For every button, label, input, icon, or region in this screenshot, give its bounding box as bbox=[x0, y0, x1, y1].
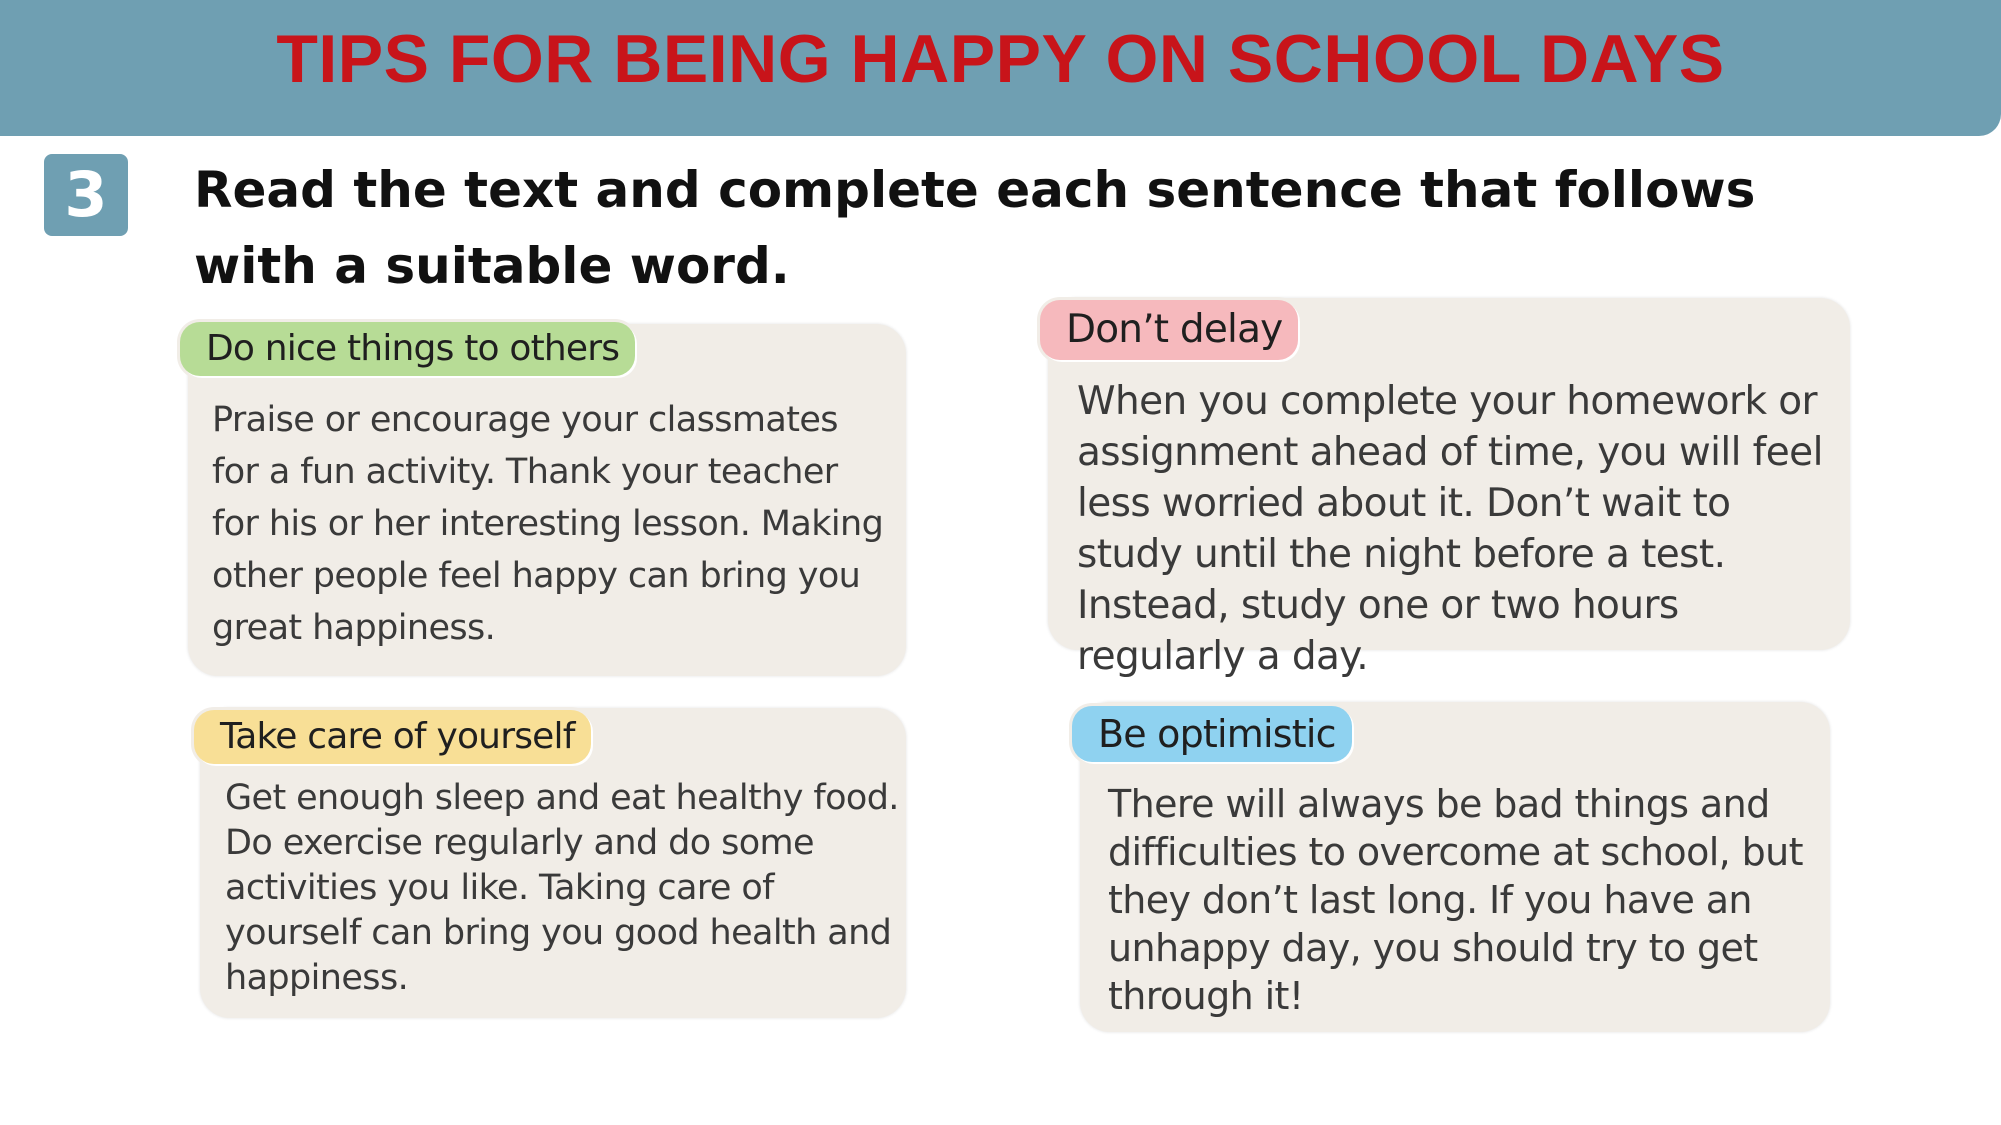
tip-heading-do-nice-things: Do nice things to others bbox=[180, 322, 635, 376]
tip-text-do-nice-things: Praise or encourage your classmates for a fun activity. Thank your teacher for his or her interesting lesson. Making other people feel happy can bring you great happiness. bbox=[212, 400, 884, 648]
page-title: TIPS FOR BEING HAPPY ON SCHOOL DAYS bbox=[276, 21, 1725, 97]
exercise-number-badge: 3 bbox=[44, 154, 128, 236]
tip-heading-take-care: Take care of yourself bbox=[194, 710, 591, 764]
tip-heading-be-optimistic: Be optimistic bbox=[1072, 706, 1352, 762]
tip-text-take-care: Get enough sleep and eat healthy food. Do exercise regularly and do some activities you like. Taking care of yourself can bring you good health and happiness. bbox=[225, 778, 899, 998]
tip-heading-dont-delay: Don’t delay bbox=[1040, 300, 1298, 360]
exercise-instruction: Read the text and complete each sentence that follows with a suitable word. bbox=[194, 161, 1756, 295]
tip-text-be-optimistic: There will always be bad things and difficulties to overcome at school, but they don’t last long. If you have an unhappy day, you should try to get through it! bbox=[1108, 782, 1803, 1018]
header-bar bbox=[0, 0, 2001, 136]
tip-text-dont-delay: When you complete your homework or assignment ahead of time, you will feel less worried about it. Don’t wait to study until the night before a test. Instead, study one or two hours regularly a day. bbox=[1077, 379, 1823, 679]
